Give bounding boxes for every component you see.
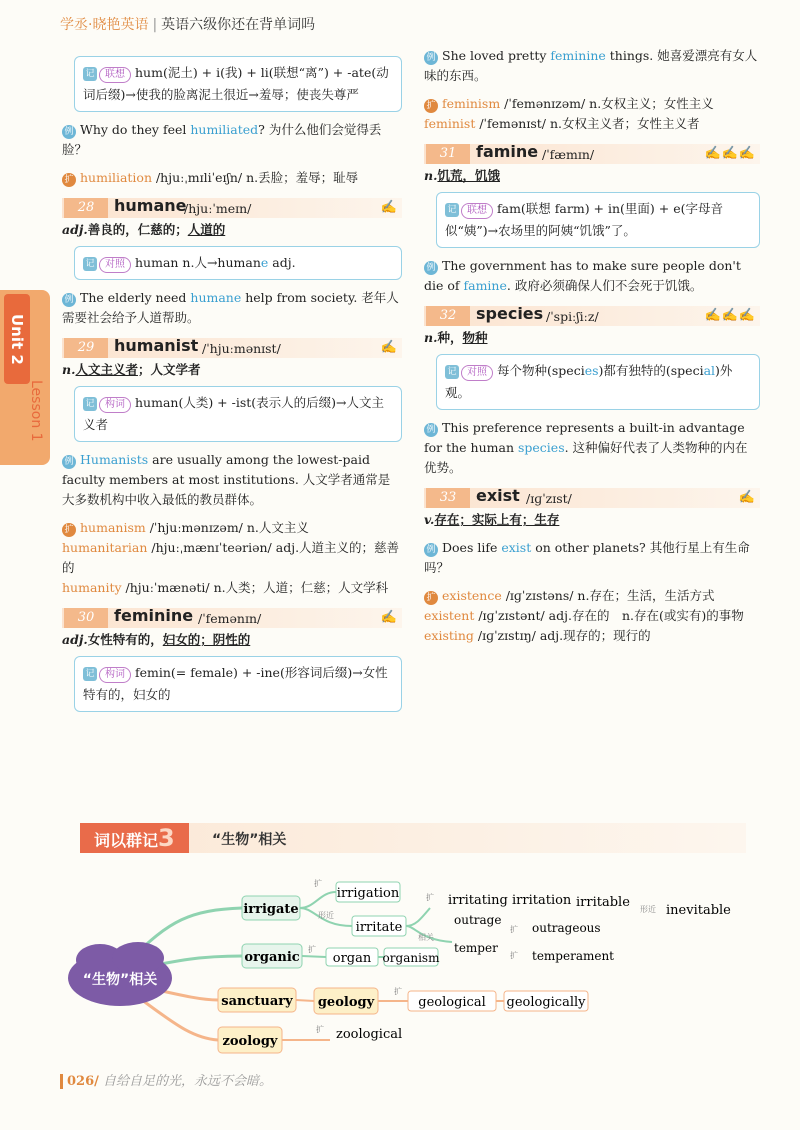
node-geological: geological <box>418 995 486 1010</box>
node-irritable: irritable <box>576 895 630 910</box>
node-irrigate: irrigate <box>243 902 299 917</box>
extension: humanity /hjuːˈmænəti/ n.人类；人道；仁慈；人文学科 <box>62 580 389 595</box>
example-icon: 例 <box>424 423 438 437</box>
node-geology: geology <box>317 995 375 1010</box>
svg-text:扩: 扩 <box>394 987 402 996</box>
example-sentence: 例 Why do they feel humiliated? 为什么他们会觉得丢脸？ <box>62 122 382 157</box>
svg-text:相关: 相关 <box>418 933 434 942</box>
definition: v.存在；实际上有；生存 <box>424 512 560 527</box>
memo-icon: 记 <box>83 667 97 681</box>
section-label: 词以群记3 <box>80 823 189 853</box>
node-sanctuary: sanctuary <box>221 994 293 1009</box>
extend-icon: 扩 <box>62 173 76 187</box>
example-sentence: 例 Does life exist on other planets? 其他行星上有生命吗？ <box>424 540 750 575</box>
extension: 扩 feminism /ˈfemənɪzəm/ n.女权主义；女性主义 <box>424 94 760 114</box>
lesson-label: Lesson 1 <box>28 380 44 442</box>
memo-icon: 记 <box>83 397 97 411</box>
entry-28: 28 humane /hjuːˈmeɪn/ ✍ <box>62 196 402 220</box>
importance-icon: ✍✍✍ <box>704 146 756 161</box>
node-temperament: temperament <box>532 949 615 963</box>
entry-30: 30 feminine /ˈfemənɪn/ ✍ <box>62 606 402 630</box>
importance-icon: ✍ <box>380 340 398 355</box>
svg-text:扩: 扩 <box>316 1025 324 1034</box>
svg-text:扩: 扩 <box>314 879 322 888</box>
page-number: 026/ <box>60 1074 99 1089</box>
node-zoology: zoology <box>222 1034 278 1049</box>
definition: adj.善良的，仁慈的；人道的 <box>62 222 226 237</box>
node-geologically: geologically <box>506 995 586 1010</box>
example-icon: 例 <box>62 455 76 469</box>
definition: n.饥荒，饥饿 <box>424 168 500 183</box>
extension: humanitarian /hjuːˌmænɪˈteəriən/ adj.人道主义的；慈善的 <box>62 540 400 575</box>
memo-icon: 记 <box>83 67 97 81</box>
node-organism: organism <box>382 951 440 965</box>
extension: existing /ɪɡˈzɪstɪŋ/ adj.现存的；现行的 <box>424 628 651 643</box>
example-icon: 例 <box>62 293 76 307</box>
motto: 自给自足的光，永远不会暗。 <box>103 1074 273 1089</box>
svg-text:扩: 扩 <box>510 925 518 934</box>
mind-map <box>60 860 760 1070</box>
memo-box: 记 对照 human n.人→humane adj. <box>74 246 402 280</box>
memo-box: 记 联想 hum(泥土) + i(我) + li(联想“离”) + -ate(动词后缀)→使我的脸离泥土很近→羞辱；使丧失尊严 <box>74 56 402 112</box>
example-sentence: 例 She loved pretty feminine things. 她喜爱漂亮有女人味的东西。 <box>424 48 758 83</box>
memo-box: 记 联想 fam(联想 farm) + in(里面) + e(字母音似“姨”)→农场里的阿姨“饥饿”了。 <box>436 192 760 248</box>
entry-29: 29 humanist /ˈhjuːmənɪst/ ✍ <box>62 336 402 360</box>
memo-icon: 记 <box>445 365 459 379</box>
definition: n.人文主义者；人文学者 <box>62 362 201 377</box>
example-icon: 例 <box>62 125 76 139</box>
importance-icon: ✍ <box>380 610 398 625</box>
brand: 学丞·晓艳英语 <box>60 17 149 33</box>
page-footer <box>60 1070 272 1089</box>
svg-text:扩: 扩 <box>426 893 434 902</box>
example-icon: 例 <box>424 261 438 275</box>
extend-icon: 扩 <box>62 523 76 537</box>
center-label: “生物”相关 <box>82 972 158 988</box>
definition: n.种，物种 <box>424 330 488 345</box>
entry-32: 32 species /ˈspiːʃiːz/ ✍✍✍ <box>424 304 760 328</box>
extension: existent /ɪɡˈzɪstənt/ adj.存在的 n.存在(或实有)的事物 <box>424 608 744 623</box>
right-column <box>424 44 760 646</box>
memo-box: 记 对照 每个物种(species)都有独特的(special)外观。 <box>436 354 760 410</box>
node-irritate: irritate <box>355 920 403 935</box>
node-irritating: irritating <box>448 893 508 908</box>
book-title: 英语六级你还在背单词吗 <box>161 17 316 33</box>
node-irrigation: irrigation <box>336 886 400 901</box>
example-sentence: 例 The government has to make sure people don't die of famine. 政府必须确保人们不会死于饥饿。 <box>424 258 741 293</box>
memo-icon: 记 <box>83 257 97 271</box>
extend-icon: 扩 <box>424 591 438 605</box>
svg-text:扩: 扩 <box>510 951 518 960</box>
node-outrageous: outrageous <box>532 921 601 935</box>
node-temper: temper <box>454 941 498 955</box>
extension: feminist /ˈfemənɪst/ n.女权主义者；女性主义者 <box>424 116 700 131</box>
memo-box: 记 构词 femin(= female) + -ine(形容词后缀)→女性特有的，妇女的 <box>74 656 402 712</box>
page-header: 学丞·晓艳英语 | 英语六级你还在背单词吗 <box>60 17 316 33</box>
node-organ: organ <box>332 951 372 966</box>
extension: 扩 existence /ɪɡˈzɪstəns/ n.存在；生活，生活方式 <box>424 586 760 606</box>
extend-icon: 扩 <box>424 99 438 113</box>
unit-label: Unit 2 <box>4 294 30 384</box>
entry-33: 33 exist /ɪɡˈzɪst/ ✍ <box>424 486 760 510</box>
memo-icon: 记 <box>445 203 459 217</box>
extension: 扩 humiliation /hjuːˌmɪliˈeɪʃn/ n.丢脸；羞辱；耻辱 <box>62 168 402 188</box>
unit-tab <box>0 290 50 465</box>
left-column <box>62 44 402 720</box>
importance-icon: ✍ <box>738 490 756 505</box>
example-icon: 例 <box>424 51 438 65</box>
importance-icon: ✍✍✍ <box>704 308 756 323</box>
example-sentence: 例 Humanists are usually among the lowest-paid faculty members at most institutions. 人文学者通常是大多数机构中收入最低的教员群体。 <box>62 452 391 507</box>
definition: adj.女性特有的，妇女的；阴性的 <box>62 632 251 647</box>
node-outrage: outrage <box>454 913 502 927</box>
importance-icon: ✍ <box>380 200 398 215</box>
node-zoological: zoological <box>336 1027 403 1042</box>
example-sentence: 例 The elderly need humane help from society. 老年人需要社会给予人道帮助。 <box>62 290 399 325</box>
svg-text:扩: 扩 <box>308 945 316 954</box>
node-inevitable: inevitable <box>666 903 731 918</box>
extension: 扩 humanism /ˈhjuːmənɪzəm/ n.人文主义 <box>62 518 402 538</box>
svg-text:形近: 形近 <box>640 905 656 914</box>
section-subtitle: “生物”相关 <box>212 832 287 848</box>
example-icon: 例 <box>424 543 438 557</box>
memo-box: 记 构词 human(人类) + -ist(表示人的后缀)→人文主义者 <box>74 386 402 442</box>
section-header <box>80 823 746 853</box>
entry-31: 31 famine /ˈfæmɪn/ ✍✍✍ <box>424 142 760 166</box>
example-sentence: 例 This preference represents a built-in advantage for the human species. 这种偏好代表了人类物种的内在优势。 <box>424 420 748 475</box>
node-irritation: irritation <box>512 893 572 908</box>
node-organic: organic <box>244 950 300 965</box>
svg-text:形近: 形近 <box>318 911 334 920</box>
